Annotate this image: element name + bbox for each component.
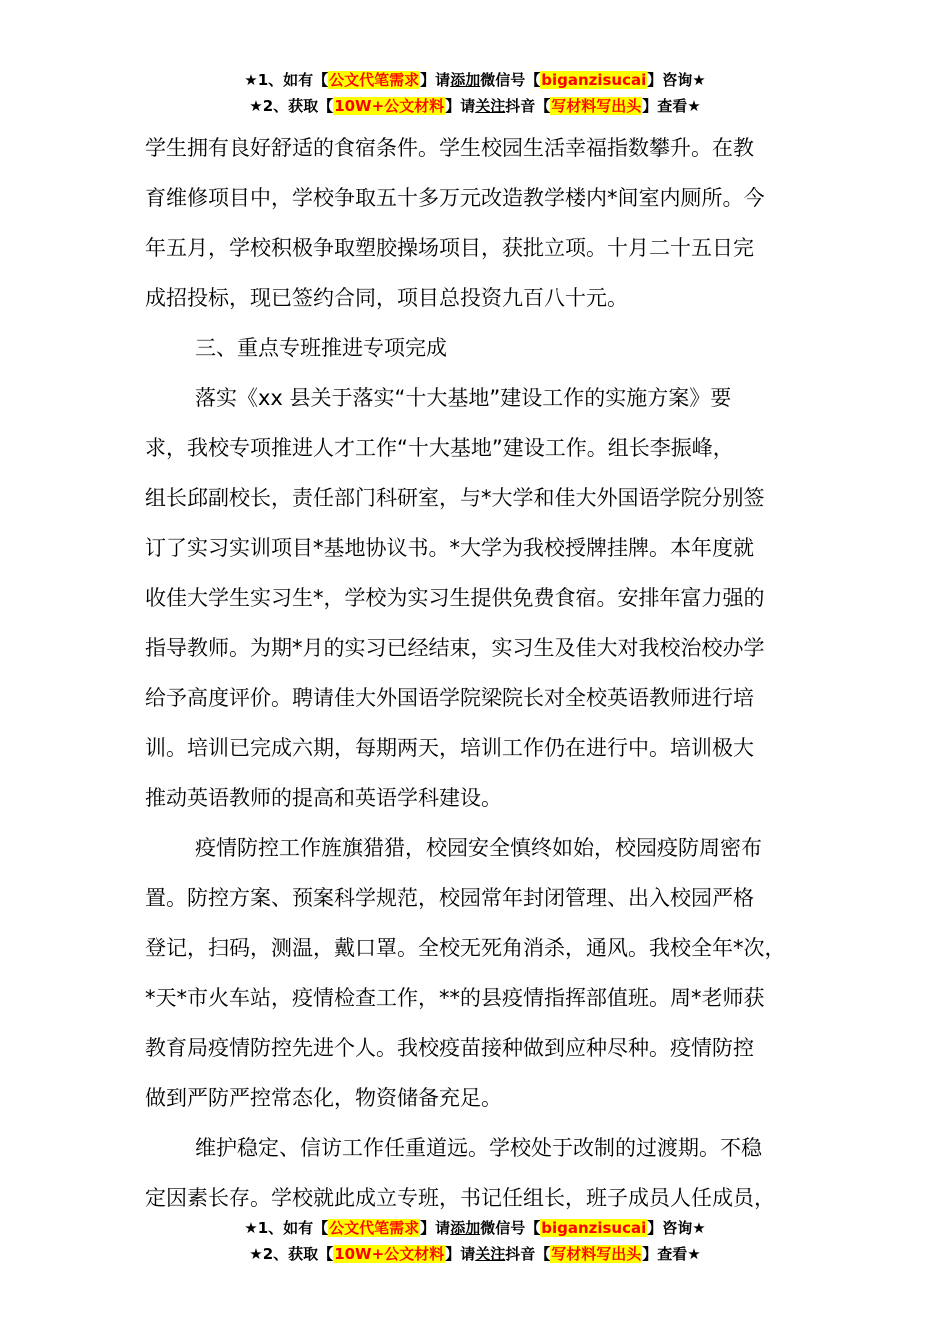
- body-line: 置。防控方案、预案科学规范，校园常年封闭管理、出入校园严格: [145, 886, 754, 910]
- douyin-account: 写材料写出头: [551, 97, 642, 115]
- wechat-id: biganzisucai: [541, 71, 647, 89]
- banner-line-2: ★2、获取【10W+公文材料】请关注抖音【写材料写出头】查看★: [249, 1245, 701, 1263]
- banner-line-1: ★1、如有【公文代笔需求】请添加微信号【biganzisucai】咨询★: [244, 1219, 706, 1237]
- body-line: 做到严防严控常态化，物资储备充足。: [145, 1086, 502, 1110]
- body-line: 教育局疫情防控先进个人。我校疫苗接种做到应种尽种。疫情防控: [145, 1036, 754, 1060]
- body-line: 学生拥有良好舒适的食宿条件。学生校园生活幸福指数攀升。在教: [145, 136, 754, 160]
- body-line: 落实《xx 县关于落实“十大基地”建设工作的实施方案》要: [195, 386, 732, 410]
- wechat-id: biganzisucai: [541, 1219, 647, 1237]
- douyin-account: 写材料写出头: [551, 1245, 642, 1263]
- body-line: 订了实习实训项目*基地协议书。*大学为我校授牌挂牌。本年度就: [145, 536, 754, 560]
- body-line: 收佳大学生实习生*，学校为实习生提供免费食宿。安排年富力强的: [145, 586, 765, 610]
- body-line: 登记，扫码，测温，戴口罩。全校无死角消杀，通风。我校全年*次，: [145, 936, 786, 960]
- header-banner: [0, 67, 950, 119]
- highlight-text: 10W+公文材料: [334, 1245, 445, 1263]
- body-line: 年五月，学校积极争取塑胶操场项目，获批立项。十月二十五日完: [145, 236, 754, 260]
- body-line: *天*市火车站，疫情检查工作，**的县疫情指挥部值班。周*老师获: [145, 986, 765, 1010]
- footer-banner: [0, 1215, 950, 1267]
- body-line: 给予高度评价。聘请佳大外国语学院梁院长对全校英语教师进行培: [145, 686, 754, 710]
- body-line: 求，我校专项推进人才工作“十大基地”建设工作。组长李振峰，: [145, 436, 734, 460]
- body-line: 成招投标，现已签约合同，项目总投资九百八十元。: [145, 286, 628, 310]
- body-line: 指导教师。为期*月的实习已经结束，实习生及佳大对我校治校办学: [145, 636, 765, 660]
- body-line: 疫情防控工作旌旗猎猎，校园安全慎终如始，校园疫防周密布: [195, 836, 762, 860]
- section-heading: 三、重点专班推进专项完成: [195, 336, 447, 360]
- body-line: 组长邱副校长，责任部门科研室，与*大学和佳大外国语学院分别签: [145, 486, 765, 510]
- document-body: [145, 123, 810, 1223]
- highlight-text: 10W+公文材料: [334, 97, 445, 115]
- highlight-text: 公文代笔需求: [329, 71, 420, 89]
- banner-line-2: ★2、获取【10W+公文材料】请关注抖音【写材料写出头】查看★: [249, 97, 701, 115]
- body-line: 维护稳定、信访工作任重道远。学校处于改制的过渡期。不稳: [195, 1136, 762, 1160]
- body-line: 育维修项目中，学校争取五十多万元改造教学楼内*间室内厕所。今: [145, 186, 765, 210]
- body-line: 训。培训已完成六期，每期两天，培训工作仍在进行中。培训极大: [145, 736, 754, 760]
- highlight-text: 公文代笔需求: [329, 1219, 420, 1237]
- body-line: 定因素长存。学校就此成立专班，书记任组长，班子成员人任成员，: [145, 1186, 775, 1210]
- banner-line-1: ★1、如有【公文代笔需求】请添加微信号【biganzisucai】咨询★: [244, 71, 706, 89]
- body-line: 推动英语教师的提高和英语学科建设。: [145, 786, 502, 810]
